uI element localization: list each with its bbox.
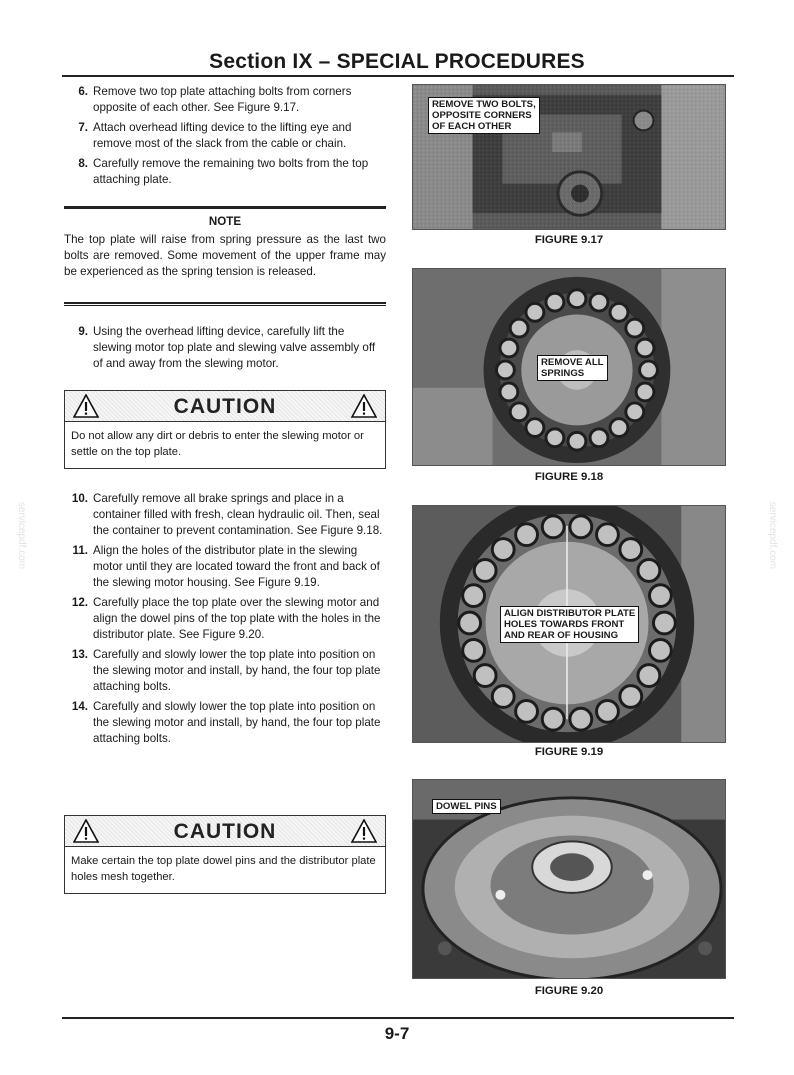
step-number: 8. <box>78 157 88 170</box>
caution-header <box>65 391 385 422</box>
brake-spring-shape <box>459 612 481 634</box>
caution-box <box>64 390 386 469</box>
step-number: 14. <box>71 700 88 713</box>
brake-spring-shape <box>474 665 496 687</box>
brake-spring-shape <box>510 403 528 421</box>
note-title: NOTE <box>208 215 242 228</box>
step-number: 6. <box>78 85 88 98</box>
figure-caption: FIGURE 9.20 <box>534 985 604 997</box>
step-9-block <box>64 324 386 372</box>
brake-spring-shape <box>568 290 586 308</box>
figure-callout <box>500 606 639 643</box>
callout-line: HOLES TOWARDS FRONT <box>504 619 625 630</box>
step-item <box>64 120 386 152</box>
callout-line: OF EACH OTHER <box>432 121 512 132</box>
brake-spring-shape <box>546 429 564 447</box>
figure-callout <box>428 97 540 134</box>
header-divider <box>62 75 734 77</box>
step-text: Align the holes of the distributor plate in the slewing motor until they are located toward the front and back of the slewing motor housing. See Figure 9.19. <box>93 544 380 589</box>
callout-line: OPPOSITE CORNERS <box>432 110 532 121</box>
step-number: 13. <box>71 648 88 661</box>
step-text: Carefully remove the remaining two bolts from the top attaching plate. <box>93 157 369 186</box>
step-text: Carefully place the top plate over the slewing motor and align the dowel pins of the top plate with the holes in the distributor plate. See Figure 9.20. <box>93 596 381 641</box>
callout-line: REMOVE TWO BOLTS, <box>432 99 536 110</box>
brake-spring-shape <box>638 665 660 687</box>
brake-spring-shape <box>653 612 675 634</box>
brake-spring-shape <box>463 585 485 607</box>
brake-spring-shape <box>542 708 564 730</box>
watermark-text: servicepdf.com <box>16 501 28 570</box>
callout-line: SPRINGS <box>541 368 585 379</box>
brake-spring-shape <box>546 293 564 311</box>
brake-spring-shape <box>640 361 658 379</box>
brake-spring-shape <box>610 303 628 321</box>
step-item <box>64 156 386 188</box>
step-item <box>64 647 386 695</box>
step-text: Remove two top plate attaching bolts from corners opposite of each other. See Figure 9.17. <box>93 85 352 114</box>
warning-triangle-icon <box>351 819 377 843</box>
brake-spring-shape <box>463 639 485 661</box>
brake-spring-shape <box>500 383 518 401</box>
note-body: The top plate will raise from spring pressure as the last two bolts are removed. Some movement of the upper frame may be experienced as the spring tension is released. <box>64 233 386 278</box>
brake-spring-shape <box>500 339 518 357</box>
footer-divider <box>62 1017 734 1019</box>
step-item <box>64 595 386 643</box>
brake-spring-shape <box>636 383 654 401</box>
brake-spring-shape <box>516 700 538 722</box>
callout-line: DOWEL PINS <box>436 801 497 812</box>
caution-title: CAUTION <box>173 820 277 843</box>
step-item <box>64 324 386 372</box>
caution-body: Make certain the top plate dowel pins and the distributor plate holes mesh together. <box>71 855 376 883</box>
step-number: 7. <box>78 121 88 134</box>
step-number: 10. <box>71 492 88 505</box>
brake-spring-shape <box>610 419 628 437</box>
brake-spring-shape <box>597 700 619 722</box>
figure-caption: FIGURE 9.19 <box>534 746 604 758</box>
step-text: Carefully remove all brake springs and place in a container filled with fresh, clean hydraulic oil. Then, seal the container to prevent contamination. See Figure 9.18. <box>93 492 383 537</box>
callout-line: ALIGN DISTRIBUTOR PLATE <box>504 608 636 619</box>
step-number: 12. <box>71 596 88 609</box>
note-divider-top <box>64 206 386 209</box>
step-item <box>64 699 386 747</box>
brake-spring-shape <box>496 361 514 379</box>
step-text: Using the overhead lifting device, carefully lift the slewing motor top plate and slewing valve assembly off of and away from the slewing motor. <box>93 325 376 370</box>
brake-spring-shape <box>649 585 671 607</box>
page-number: 9-7 <box>384 1024 410 1043</box>
brake-spring-shape <box>570 708 592 730</box>
step-text: Attach overhead lifting device to the lifting eye and remove most of the slack from the cable or chain. <box>93 121 352 150</box>
steps-bottom <box>64 491 386 747</box>
step-text: Carefully and slowly lower the top plate into position on the slewing motor and install, by hand, the four top plate attaching bolts. <box>93 700 381 745</box>
steps-top <box>64 84 386 188</box>
step-text: Carefully and slowly lower the top plate into position on the slewing motor and install, by hand, the four top plate attaching bolts. <box>93 648 381 693</box>
brake-spring-shape <box>492 686 514 708</box>
brake-spring-shape <box>626 319 644 337</box>
figure-callout <box>432 799 501 814</box>
brake-spring-shape <box>570 516 592 538</box>
step-number: 11. <box>72 544 88 557</box>
brake-spring-shape <box>636 339 654 357</box>
note-divider-bottom <box>64 302 386 306</box>
brake-spring-shape <box>542 516 564 538</box>
brake-spring-shape <box>638 560 660 582</box>
figure-caption: FIGURE 9.18 <box>534 471 604 483</box>
brake-spring-shape <box>516 524 538 546</box>
brake-spring-shape <box>626 403 644 421</box>
brake-spring-shape <box>526 419 544 437</box>
brake-spring-shape <box>568 432 586 450</box>
callout-line: REMOVE ALL <box>541 357 604 368</box>
warning-triangle-icon <box>351 394 377 418</box>
caution-body: Do not allow any dirt or debris to enter the slewing motor or settle on the top plate. <box>71 430 364 458</box>
brake-spring-shape <box>590 293 608 311</box>
brake-spring-shape <box>620 539 642 561</box>
watermark-text: servicepdf.com <box>766 501 778 570</box>
brake-spring-shape <box>492 539 514 561</box>
caution-title: CAUTION <box>173 395 277 418</box>
brake-spring-shape <box>510 319 528 337</box>
figure-caption: FIGURE 9.17 <box>534 234 604 246</box>
step-number: 9. <box>78 325 88 338</box>
step-item <box>64 491 386 539</box>
step-item <box>64 84 386 116</box>
brake-spring-shape <box>474 560 496 582</box>
brake-spring-shape <box>526 303 544 321</box>
caution-box <box>64 815 386 894</box>
brake-spring-shape <box>597 524 619 546</box>
callout-line: AND REAR OF HOUSING <box>504 630 619 641</box>
figure-callout <box>537 355 608 381</box>
brake-spring-shape <box>620 686 642 708</box>
brake-spring-shape <box>590 429 608 447</box>
page-title: Section IX – SPECIAL PROCEDURES <box>209 50 585 73</box>
brake-spring-shape <box>649 639 671 661</box>
step-item <box>64 543 386 591</box>
caution-header <box>65 816 385 847</box>
